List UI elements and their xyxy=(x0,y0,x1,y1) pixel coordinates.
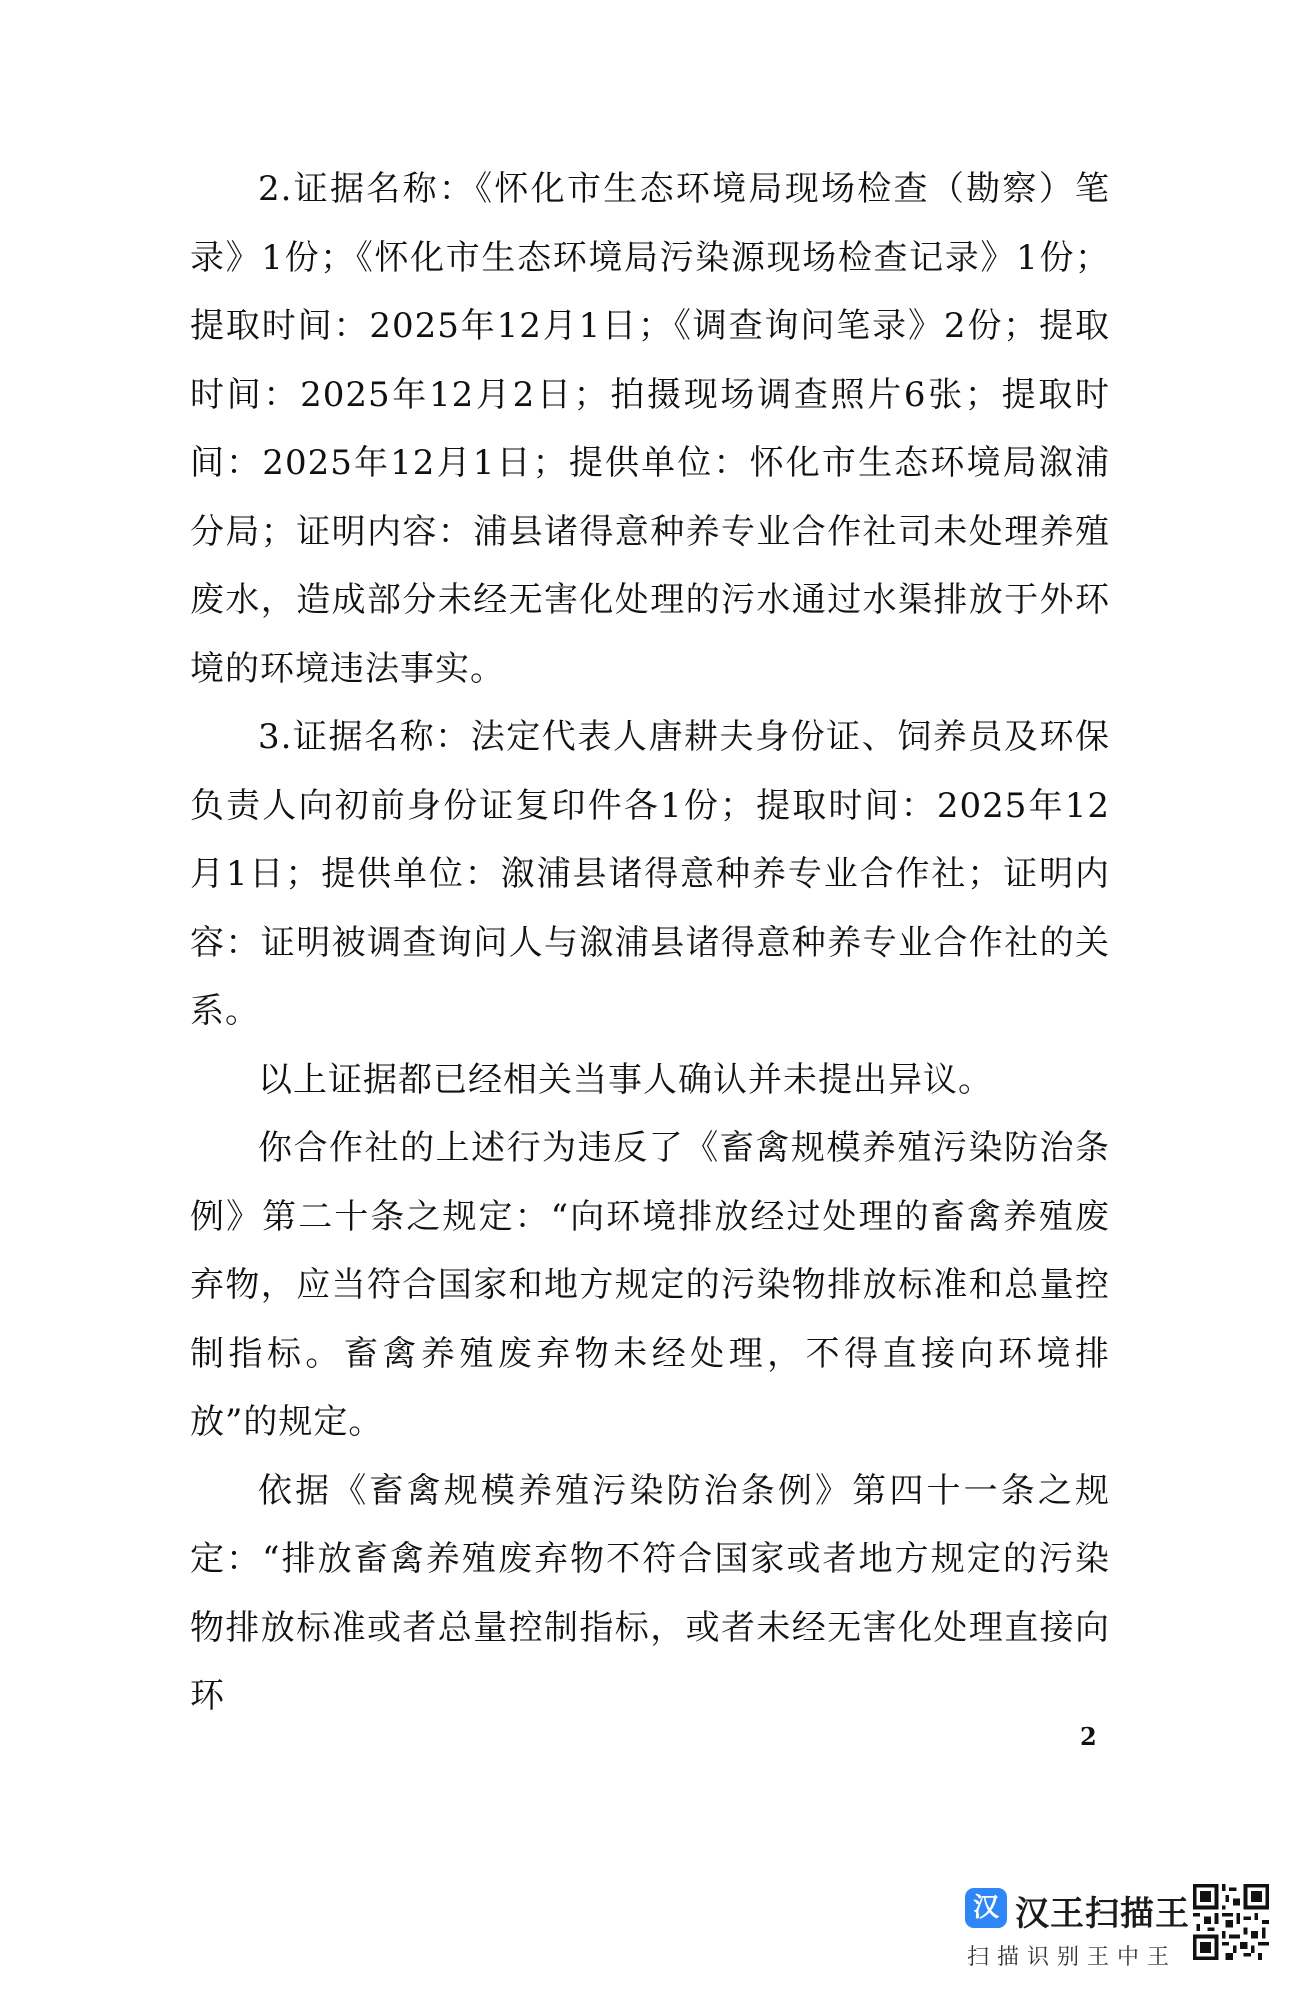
paragraph-evidence-2: 2.证据名称：《怀化市生态环境局现场检查（勘察）笔录》1份；《怀化市生态环境局污染源现场检查记录》1份；提取时间：2025年12月1日；《调查询问笔录》2份；提取时间：2025年12月2日；拍摄现场调查照片6张；提取时间：2025年12月1日；提供单位：怀化市生态环境局溆浦分局；证明内容：浦县诸得意种养专业合作社司未处理养殖废水，造成部分未经无害化处理的污水通过水渠排放于外环境的环境违法事实。 xyxy=(190,169,1110,689)
scanner-watermark xyxy=(965,1880,1270,1978)
page-number: 2 xyxy=(1080,1722,1097,1751)
paragraph-violation: 你合作社的上述行为违反了《畜禽规模养殖污染防治条例》第二十条之规定：“向环境排放经过处理的畜禽养殖废弃物，应当符合国家和地方规定的污染物排放标准和总量控制指标。畜禽养殖废弃物未经处理，不得直接向环境排放”的规定。 xyxy=(190,1128,1110,1442)
paragraph-confirmation: 以上证据都已经相关当事人确认并未提出异议。 xyxy=(258,1059,993,1100)
document-body xyxy=(190,155,1110,1731)
qr-code-icon xyxy=(1193,1884,1269,1960)
brand-name: 汉王扫描王 xyxy=(1015,1894,1190,1934)
hanwang-logo-icon: 汉 xyxy=(965,1888,1007,1928)
brand-slogan: 扫描识别王中王 xyxy=(967,1945,1178,1970)
paragraph-legal-basis: 依据《畜禽规模养殖污染防治条例》第四十一条之规定：“排放畜禽养殖废弃物不符合国家或者地方规定的污染物排放标准或者总量控制指标，或者未经无害化处理直接向环 xyxy=(190,1470,1110,1716)
paragraph-evidence-3: 3.证据名称：法定代表人唐耕夫身份证、饲养员及环保负责人向初前身份证复印件各1份；提取时间：2025年12月1日；提供单位：溆浦县诸得意种养专业合作社；证明内容：证明被调查询问人与溆浦县诸得意种养专业合作社的关系。 xyxy=(190,717,1110,1031)
